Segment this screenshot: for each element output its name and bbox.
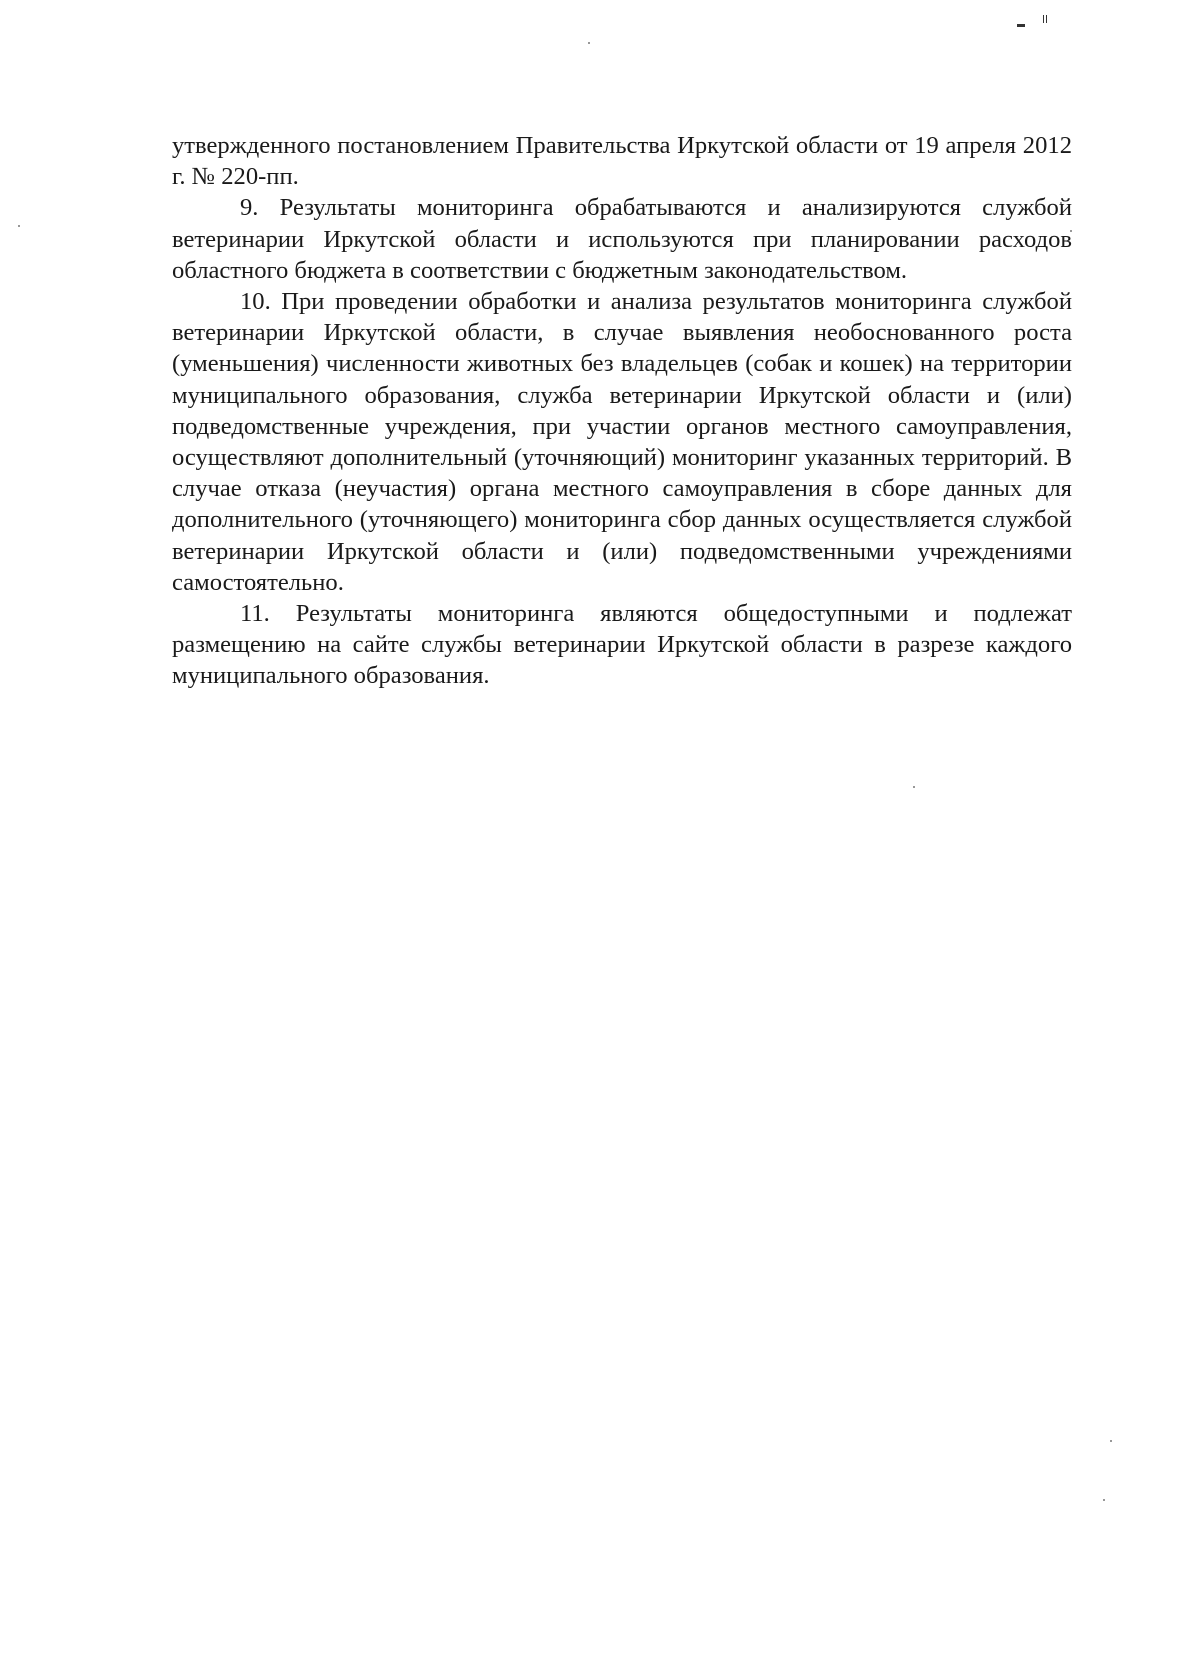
scan-speck — [1103, 1499, 1105, 1501]
document-body — [172, 130, 1072, 692]
intro-paragraph: утвержденного постановлением Правительства Иркутской области от 19 апреля 2012 г. № 220-пп. — [172, 132, 1072, 191]
scan-mark — [1017, 24, 1025, 27]
paragraph-9: 9. Результаты мониторинга обрабатываются и анализируются службой ветеринарии Иркутской области и используются при планировании расходов областного бюджета в соответствии с бюджетным законодательством. — [172, 194, 1072, 284]
scan-speck — [913, 786, 915, 788]
scan-speck — [18, 225, 20, 227]
scan-speck — [1110, 1440, 1112, 1442]
paragraph-10: 10. При проведении обработки и анализа результатов мониторинга службой ветеринарии Иркутской области, в случае выявления необоснованного роста (уменьшения) численности животных без владельцев (собак и кошек) на территории муниципального образования, служба ветеринарии Иркутской области и (или) подведомственные учреждения, при участии органов местного самоуправления, осуществляют дополнительный (уточняющий) мониторинг указанных территорий. В случае отказа (неучастия) органа местного самоуправления в сборе данных для дополнительного (уточняющего) мониторинга сбор данных осуществляется службой ветеринарии Иркутской области и (или) подведомственными учреждениями самостоятельно. — [172, 288, 1072, 596]
paragraph-11: 11. Результаты мониторинга являются общедоступными и подлежат размещению на сайте службы ветеринарии Иркутской области в разрезе каждого муниципального образования. — [172, 600, 1072, 690]
scan-mark — [1046, 15, 1047, 23]
scan-speck — [588, 42, 590, 44]
scan-mark — [1043, 15, 1044, 23]
